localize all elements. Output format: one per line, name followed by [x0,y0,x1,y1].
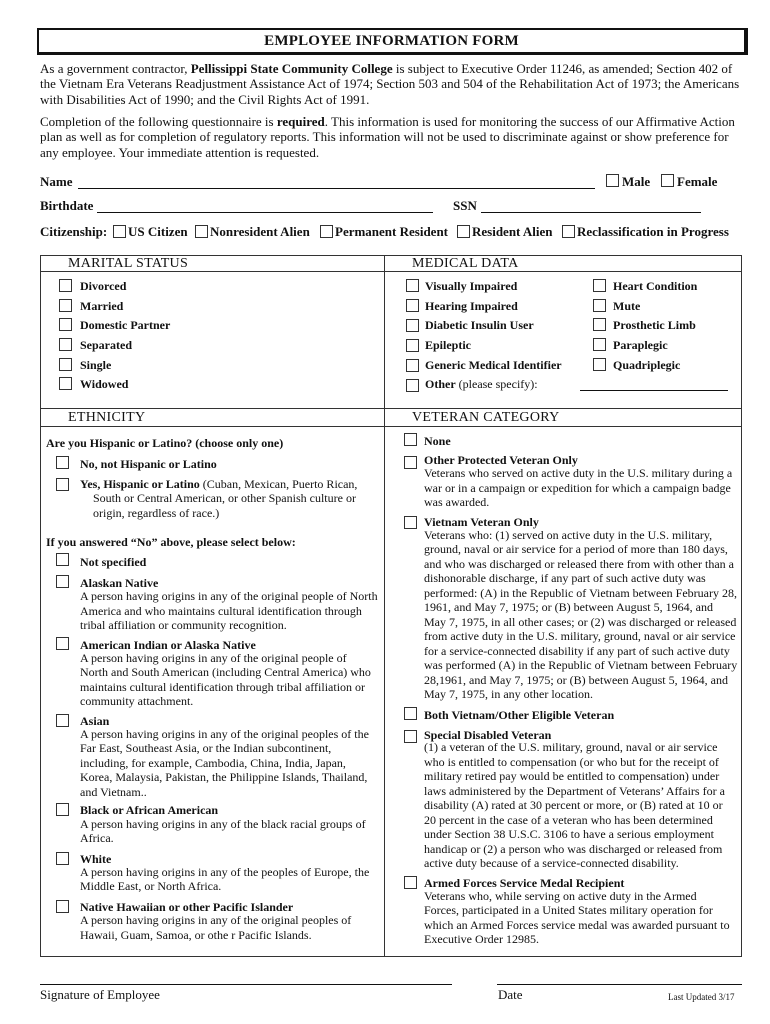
white-label: White [80,852,112,866]
vietnam-veteran-label: Vietnam Veteran Only [424,515,539,529]
row-divider [40,408,742,409]
hispanic-question: Are you Hispanic or Latino? (choose only one) [46,436,284,450]
us-citizen-checkbox[interactable] [113,225,126,238]
hispanic-bold: Yes, Hispanic or Latino [80,477,200,491]
heart-condition-label: Heart Condition [613,279,698,293]
paraplegic-label: Paraplegic [613,338,668,352]
nonresident-alien-checkbox[interactable] [195,225,208,238]
veteran-desc-line: for a service-connected disability if any part of such active duty [424,644,730,658]
other-rest: (please specify): [455,377,538,391]
reclassification-label: Reclassification in Progress [577,224,729,239]
college-name: Pellissippi State Community College [190,61,393,76]
race-desc-line: Korea, Malaysia, Pakistan, the Philippine Islands, Thailand, [80,770,368,784]
permanent-resident-checkbox[interactable] [320,225,333,238]
race-desc-line: Middle East, or North Africa. [80,879,222,893]
intro-text: Completion of the following questionnaire is [40,114,277,129]
veteran-desc-line: and who was discharged or released there from with other than a [424,557,735,571]
veteran-desc-line: active duty because of a service-connected disability. [424,856,679,870]
asian-label: Asian [80,714,110,728]
veteran-desc-line: who is entitled to compensation (or who but for the receipt of [424,755,719,769]
last-updated: Last Updated 3/17 [668,992,735,1002]
name-field[interactable] [78,188,595,189]
white-checkbox[interactable] [56,852,69,865]
race-desc-line: A person having origins in any of the original people of North [80,589,378,603]
race-desc-line: A person having origins in any of the original peoples of [80,913,352,927]
veteran-desc-line: war or in a campaign or expedition for which a campaign badge [424,481,731,495]
race-desc-line: Far East, Southeast Asia, or the Indian subcontinent, [80,741,332,755]
special-disabled-checkbox[interactable] [404,730,417,743]
not-hispanic-label: No, not Hispanic or Latino [80,457,217,471]
generic-medical-checkbox[interactable] [406,359,419,372]
race-desc-line: tribal affiliation or community recognition. [80,618,287,632]
veteran-desc-line: May 7, 1975, in any other location. [424,687,593,701]
single-checkbox[interactable] [59,358,72,371]
american-indian-label: American Indian or Alaska Native [80,638,256,652]
single-label: Single [80,358,112,372]
other-medical-checkbox[interactable] [406,379,419,392]
married-label: Married [80,299,124,313]
female-label: Female [677,174,718,189]
quadriplegic-checkbox[interactable] [593,358,606,371]
male-label: Male [622,174,651,189]
veteran-desc-line: disability (A) rated at 30 percent or more, or (B) rated at 10 or [424,798,723,812]
male-checkbox[interactable] [606,174,619,187]
resident-alien-label: Resident Alien [472,224,553,239]
armed-forces-label: Armed Forces Service Medal Recipient [424,876,625,890]
ethnicity-heading: ETHNICITY [68,410,146,425]
signature-field[interactable] [40,984,452,985]
intro-text: is subject to Executive Order 11246, as amended; Section 402 of the Vietnam Era Veterans Readjustment Assistance Act of 1974; Section 503 and 504 of the Rehabilitation Act of 1973; the Americans with Disabilities Act of 1990; and the Civil Rights Act of 1991. [40,61,740,107]
veteran-desc-line: dishonorable discharge, if any part of such active duty was [424,571,706,585]
female-checkbox[interactable] [661,174,674,187]
birthdate-label: Birthdate [40,198,94,213]
other-protected-label: Other Protected Veteran Only [424,453,578,467]
hispanic-checkbox[interactable] [56,478,69,491]
veteran-desc-line: May 7, 1975, in all other cases; or (2) was discharged or released [424,615,737,629]
black-label: Black or African American [80,803,219,817]
veteran-desc-line: military retired pay would be entitled to compensation) under [424,769,720,783]
veteran-desc-line: Veterans who: (1) served on active duty in the U.S. military, [424,528,713,542]
permanent-resident-label: Permanent Resident [335,224,449,239]
diabetic-checkbox[interactable] [406,319,419,332]
both-vietnam-label: Both Vietnam/Other Eligible Veteran [424,708,615,722]
both-vietnam-checkbox[interactable] [404,707,417,720]
veteran-desc-line: ground, naval or air service for a period of more than 180 days, [424,542,728,556]
hispanic-desc-line: origin, regardless of race.) [93,506,220,520]
other-medical-label [425,377,538,392]
quadriplegic-label: Quadriplegic [613,358,681,372]
birthdate-field[interactable] [97,212,433,213]
domestic-partner-label: Domestic Partner [80,318,171,332]
name-label: Name [40,174,73,189]
intro-text: . This information is used for monitoring the success of our Affirmative Action plan as well as for completion of regulatory reports. This information will not be used to discriminate against or show preference for any employee. Your immediate attention is requested. [40,114,735,160]
veteran-none-label: None [424,434,451,448]
black-checkbox[interactable] [56,803,69,816]
race-desc-line: and Vietnam.. [80,785,147,799]
widowed-checkbox[interactable] [59,377,72,390]
race-desc-line: including, for example, Cambodia, China, India, Japan, [80,756,346,770]
american-indian-checkbox[interactable] [56,637,69,650]
reclassification-checkbox[interactable] [562,225,575,238]
required-word: required [276,114,325,129]
prosthetic-limb-checkbox[interactable] [593,318,606,331]
form-title: EMPLOYEE INFORMATION FORM [37,28,748,55]
race-question: If you answered “No” above, please select below: [46,535,296,549]
mute-checkbox[interactable] [593,299,606,312]
veteran-desc-line: Veterans who, while serving on active duty in the Armed [424,889,697,903]
medical-data-heading: MEDICAL DATA [412,256,519,271]
divorced-checkbox[interactable] [59,279,72,292]
ssn-field[interactable] [481,212,701,213]
special-disabled-label: Special Disabled Veteran [424,728,552,742]
paraplegic-checkbox[interactable] [593,338,606,351]
intro-paragraph-2 [40,114,740,160]
other-protected-checkbox[interactable] [404,456,417,469]
visually-impaired-checkbox[interactable] [406,279,419,292]
veteran-desc-line: performed: (A) in the Republic of Vietnam between February 28, [424,586,737,600]
divorced-label: Divorced [80,279,127,293]
native-hawaiian-label: Native Hawaiian or other Pacific Islander [80,900,294,914]
separated-label: Separated [80,338,132,352]
ssn-label: SSN [453,198,477,213]
race-desc-line: Hawaii, Guam, Samoa, or othe r Pacific Islands. [80,928,312,942]
hearing-impaired-label: Hearing Impaired [425,299,518,313]
veteran-desc-line: laws administered by the Department of Veterans’ Affairs for a [424,784,725,798]
vietnam-veteran-checkbox[interactable] [404,516,417,529]
not-specified-label: Not specified [80,555,147,569]
veteran-desc-line: Veterans who served on active duty in the U.S. military during a [424,466,733,480]
married-checkbox[interactable] [59,299,72,312]
widowed-label: Widowed [80,377,129,391]
hispanic-rest: (Cuban, Mexican, Puerto Rican, [199,477,358,491]
native-hawaiian-checkbox[interactable] [56,900,69,913]
veteran-desc-line: was performed (A) in the Republic of Vietnam between February [424,658,738,672]
domestic-partner-checkbox[interactable] [59,318,72,331]
veteran-desc-line: Forces, participated in a United States military operation for [424,903,713,917]
race-desc-line: America and who maintains cultural identification through [80,604,362,618]
diabetic-label: Diabetic Insulin User [425,318,534,332]
race-desc-line: community attachment. [80,694,194,708]
signature-label: Signature of Employee [40,987,160,1002]
marital-status-heading: MARITAL STATUS [68,256,189,271]
veteran-desc-line: under Section 38 U.S.C. 3106 to have a serious employment [424,827,714,841]
veteran-desc-line: 20 percent in the case of a veteran who has been determined [424,813,713,827]
column-divider [384,255,385,957]
race-desc-line: A person having origins in any of the peoples of Europe, the [80,865,370,879]
veteran-desc-line: handicap or (2) a person who was discharged or released from [424,842,723,856]
race-desc-line: North and South American (including Central America) who [80,665,371,679]
veteran-desc-line: (1) a veteran of the U.S. military, ground, naval or air service [424,740,718,754]
date-label: Date [498,987,523,1002]
prosthetic-limb-label: Prosthetic Limb [613,318,696,332]
veteran-desc-line: was awarded. [424,495,490,509]
alaskan-native-checkbox[interactable] [56,575,69,588]
heart-condition-checkbox[interactable] [593,279,606,292]
veteran-desc-line: Executive Order 12985. [424,932,539,946]
visually-impaired-label: Visually Impaired [425,279,518,293]
veteran-category-heading: VETERAN CATEGORY [412,410,560,425]
veteran-desc-line: from active duty in the U.S. military, ground, naval or air service [424,629,736,643]
veteran-desc-line: 1961, and May 7, 1975; or (B) between August 5, 1964, and [424,600,713,614]
veteran-desc-line: which an Armed Forces service medal was awarded pursuant to [424,918,730,932]
race-desc-line: A person having origins in any of the original peoples of the [80,727,369,741]
race-desc-line: maintains cultural identification through tribal affiliation or [80,680,366,694]
resident-alien-checkbox[interactable] [457,225,470,238]
epileptic-checkbox[interactable] [406,339,419,352]
epileptic-label: Epileptic [425,338,472,352]
other-bold: Other [425,377,456,391]
generic-medical-label: Generic Medical Identifier [425,358,562,372]
hearing-impaired-checkbox[interactable] [406,299,419,312]
alaskan-native-label: Alaskan Native [80,576,159,590]
intro-paragraph-1 [40,61,740,107]
not-hispanic-checkbox[interactable] [56,456,69,469]
other-medical-field[interactable] [580,390,728,391]
veteran-desc-line: 28,1961, and May 7, 1975; or (B) between August 5, 1964, and [424,673,728,687]
citizenship-label: Citizenship: [40,224,108,239]
separated-checkbox[interactable] [59,338,72,351]
hispanic-desc-line: South or Central American, or other Spanish culture or [93,491,356,505]
armed-forces-checkbox[interactable] [404,876,417,889]
mute-label: Mute [613,299,641,313]
date-field[interactable] [497,984,742,985]
race-desc-line: A person having origins in any of the black racial groups of [80,817,366,831]
us-citizen-label: US Citizen [128,224,188,239]
veteran-none-checkbox[interactable] [404,433,417,446]
asian-checkbox[interactable] [56,714,69,727]
race-desc-line: Africa. [80,831,114,845]
intro-text: As a government contractor, [40,61,191,76]
header-divider-2 [40,426,742,427]
hispanic-label [80,477,357,492]
race-desc-line: A person having origins in any of the original people of [80,651,347,665]
not-specified-checkbox[interactable] [56,553,69,566]
nonresident-alien-label: Nonresident Alien [210,224,310,239]
